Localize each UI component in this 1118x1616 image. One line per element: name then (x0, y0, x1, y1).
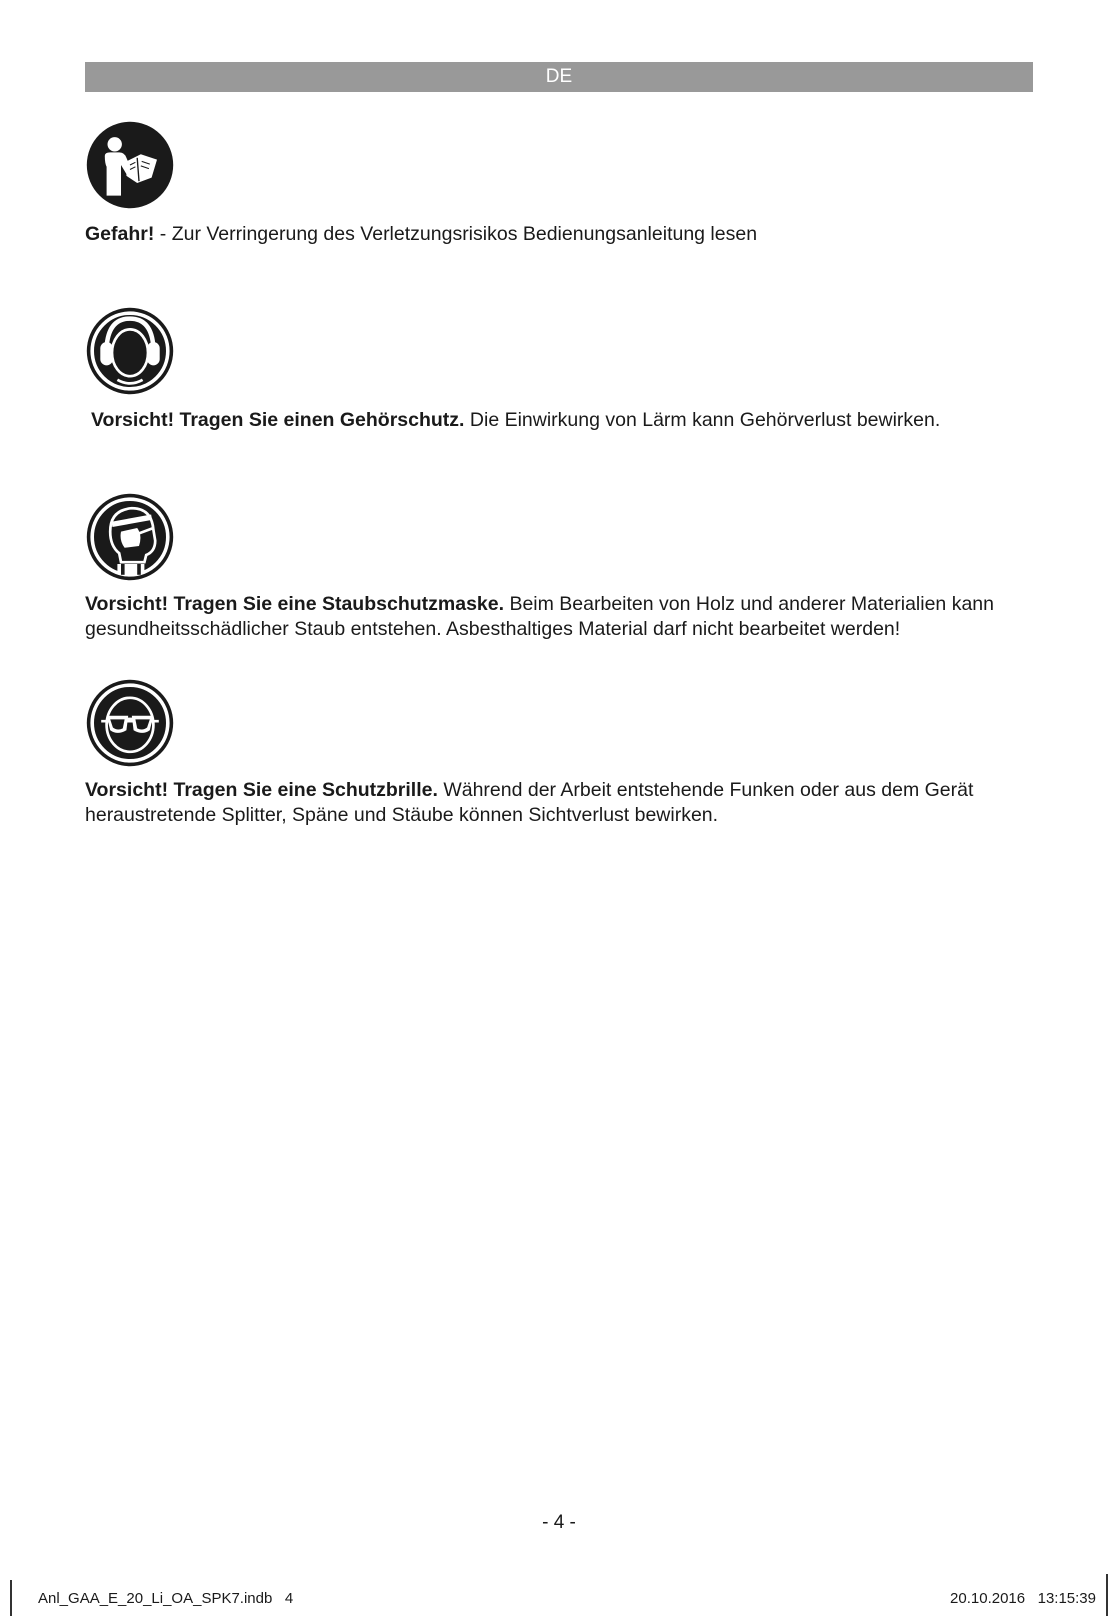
footer-file-name: Anl_GAA_E_20_Li_OA_SPK7.indb 4 (38, 1590, 294, 1607)
notice-bold-label: Gefahr! (85, 223, 155, 245)
notice-body: Beim Bearbeiten von Holz und anderer Materialien kann gesundheitsschädlicher Staub entstehen. Asbesthaltiges Material darf nicht bearbeitet werden! (85, 593, 994, 640)
safety-notice-text (85, 592, 1045, 642)
safety-notice-dust-mask (85, 492, 1045, 642)
notice-bold-label: Vorsicht! Tragen Sie eine Schutzbrille. (85, 779, 438, 801)
notice-bold-label: Vorsicht! Tragen Sie eine Staubschutzmaske. (85, 593, 505, 615)
dust-mask-icon (85, 492, 175, 582)
safety-notice-read-manual (85, 120, 1045, 247)
notice-body: - Zur Verringerung des Verletzungsrisikos Bedienungsanleitung lesen (154, 223, 758, 245)
safety-notice-text (85, 408, 1045, 433)
notice-bold-label: Vorsicht! Tragen Sie einen Gehörschutz. (91, 409, 465, 431)
safety-notice-ear-protection (85, 306, 1045, 433)
notice-body: Die Einwirkung von Lärm kann Gehörverlust bewirken. (464, 409, 941, 431)
footer-divider-right (1106, 1574, 1108, 1616)
footer-divider-left (10, 1580, 12, 1616)
safety-notice-text (85, 222, 1045, 247)
language-label: DE (545, 66, 573, 87)
safety-notice-text (85, 778, 1045, 828)
read-manual-icon (85, 120, 175, 210)
safety-goggles-icon (85, 678, 175, 768)
language-header-bar (85, 62, 1033, 92)
page-number: - 4 - (542, 1512, 576, 1533)
ear-protection-icon (85, 306, 175, 396)
footer-timestamp: 20.10.2016 13:15:39 (950, 1590, 1096, 1607)
notice-body: Während der Arbeit entstehende Funken oder aus dem Gerät heraustretende Splitter, Späne und Stäube können Sichtverlust bewirken. (85, 779, 974, 826)
safety-notice-safety-goggles (85, 678, 1045, 828)
